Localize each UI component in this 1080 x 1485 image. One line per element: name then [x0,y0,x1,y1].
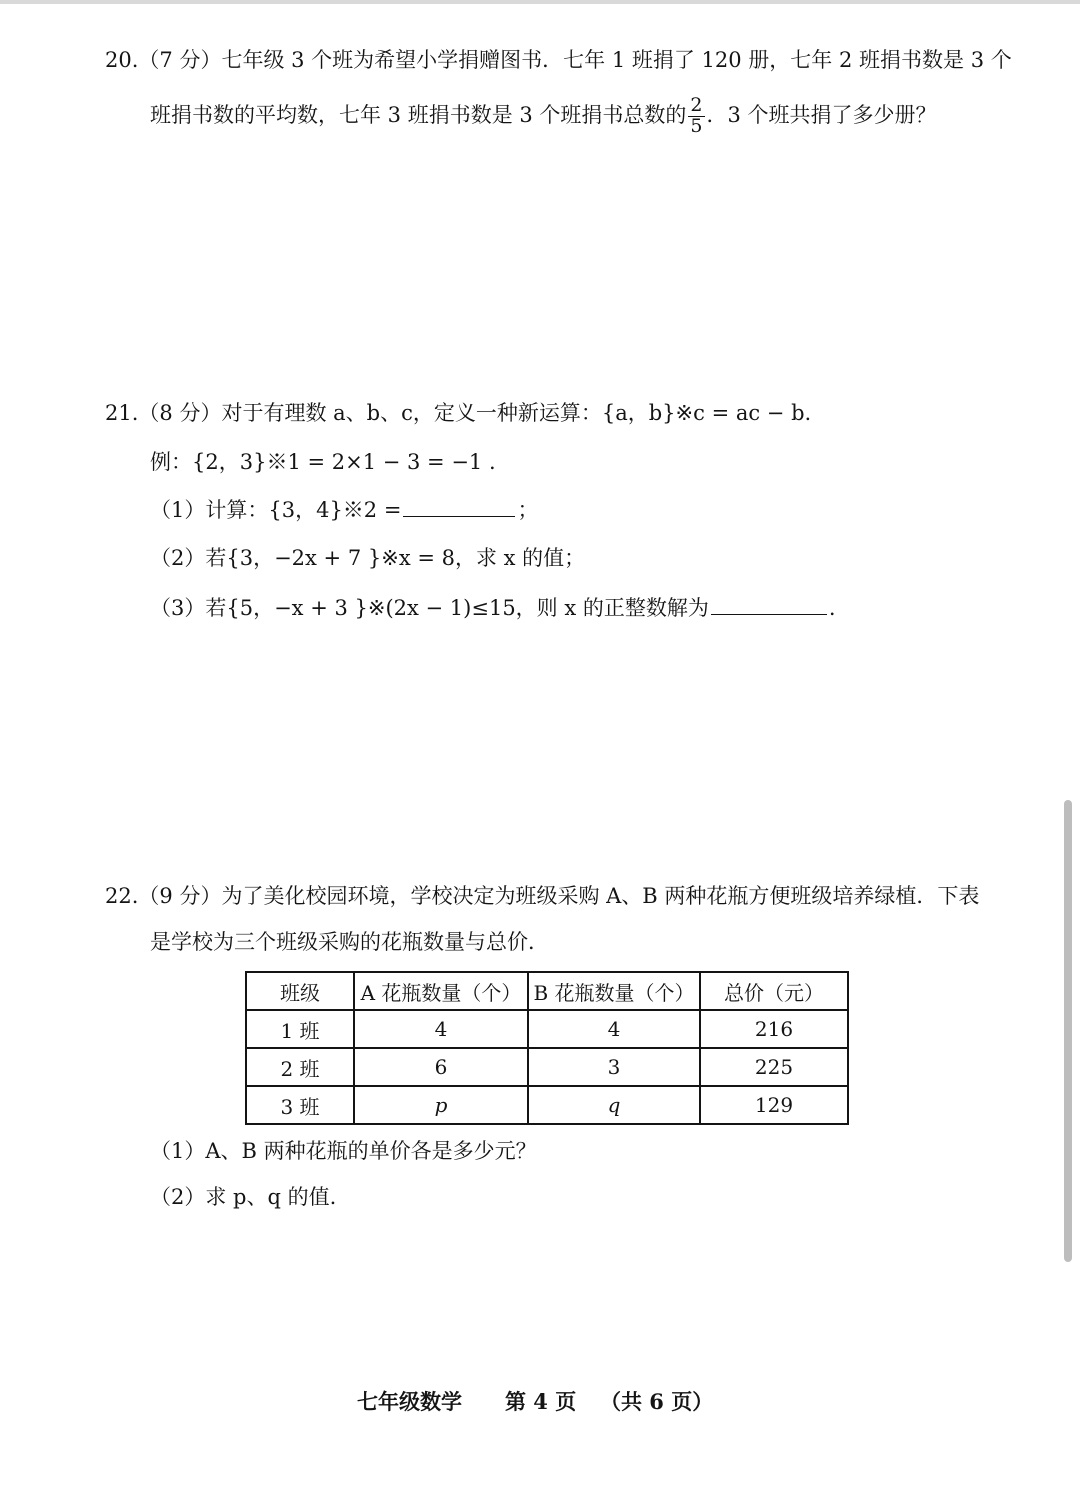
cell-class: 2 班 [246,1048,354,1086]
question-22-text-2: 是学校为三个班级采购的花瓶数量与总价． [150,930,549,954]
header-total: 总价（元） [700,972,848,1010]
question-21-number: 21. [105,401,139,425]
table-row [246,1010,848,1048]
cell-a-count: 6 [354,1048,528,1086]
question-21-part-2: （2）若{3，−2x + 7 }※x = 8，求 x 的值； [150,546,586,570]
cell-a-count: p [354,1086,528,1124]
question-21-part-1-text: （1）计算：{3，4}※2 = [150,498,402,522]
question-20-line-1 [105,50,1012,71]
cell-total: 225 [700,1048,848,1086]
cell-b-count: 3 [528,1048,700,1086]
header-b-count: B 花瓶数量（个） [528,972,700,1010]
scrollbar[interactable] [1064,800,1072,1262]
question-20-points: （7 分） [138,48,222,72]
cell-total: 216 [700,1010,848,1048]
question-21-part-1 [150,500,538,521]
question-20-number: 20. [105,48,139,72]
table-row [246,1048,848,1086]
cell-total: 129 [700,1086,848,1124]
question-21-part-3 [150,598,836,619]
question-22-part-1: （1）A、B 两种花瓶的单价各是多少元？ [150,1139,537,1163]
question-20-text-3: ．3 个班共捐了多少册？ [706,102,937,127]
question-22-number: 22. [105,884,139,908]
cell-class: 3 班 [246,1086,354,1124]
vase-purchase-table [245,971,849,1125]
question-22-points: （9 分） [138,884,222,908]
question-20-text-2: 班捐书数的平均数，七年 3 班捐书数是 3 个班捐书总数的 [150,102,687,127]
fraction-denominator: 5 [690,114,703,137]
fraction-two-fifths [688,96,704,137]
question-22-text-1: 为了美化校园环境，学校决定为班级采购 A、B 两种花瓶方便班级培养绿植．下表 [221,884,980,908]
footer-subject: 七年级数学 [357,1389,462,1414]
question-21-part-3-end: . [828,596,836,620]
fraction-numerator: 2 [690,94,703,116]
question-21-points: （8 分） [138,401,222,425]
top-edge [0,0,1080,4]
table-header-row [246,972,848,1010]
header-class: 班级 [246,972,354,1010]
question-22-line-1 [105,886,979,907]
answer-blank-2[interactable] [711,598,827,615]
cell-b-count: q [528,1086,700,1124]
cell-b-count: 4 [528,1010,700,1048]
question-22-part-2: （2）求 p、q 的值. [150,1185,337,1209]
question-21-part-1-end: ； [517,498,539,522]
footer-page: 第 4 页 [505,1389,577,1414]
answer-blank-1[interactable] [403,500,515,517]
cell-a-count: 4 [354,1010,528,1048]
table-row [246,1086,848,1124]
footer-total-pages: （共 6 页） [600,1389,714,1414]
question-21-line-1 [105,403,811,424]
question-20-text-1: 七年级 3 个班为希望小学捐赠图书．七年 1 班捐了 120 册，七年 2 班捐书数是 3 个 [221,48,1012,72]
question-21-example: 例：{2，3}※1 = 2×1 − 3 = −1 . [150,450,496,474]
question-21-part-3-text: （3）若{5，−x + 3 }※(2x − 1)≤15，则 x 的正整数解为 [150,596,709,620]
question-20-line-2 [150,96,937,137]
cell-class: 1 班 [246,1010,354,1048]
header-a-count: A 花瓶数量（个） [354,972,528,1010]
question-21-intro: 对于有理数 a、b、c，定义一种新运算：{a，b}※c = ac − b. [221,401,812,425]
